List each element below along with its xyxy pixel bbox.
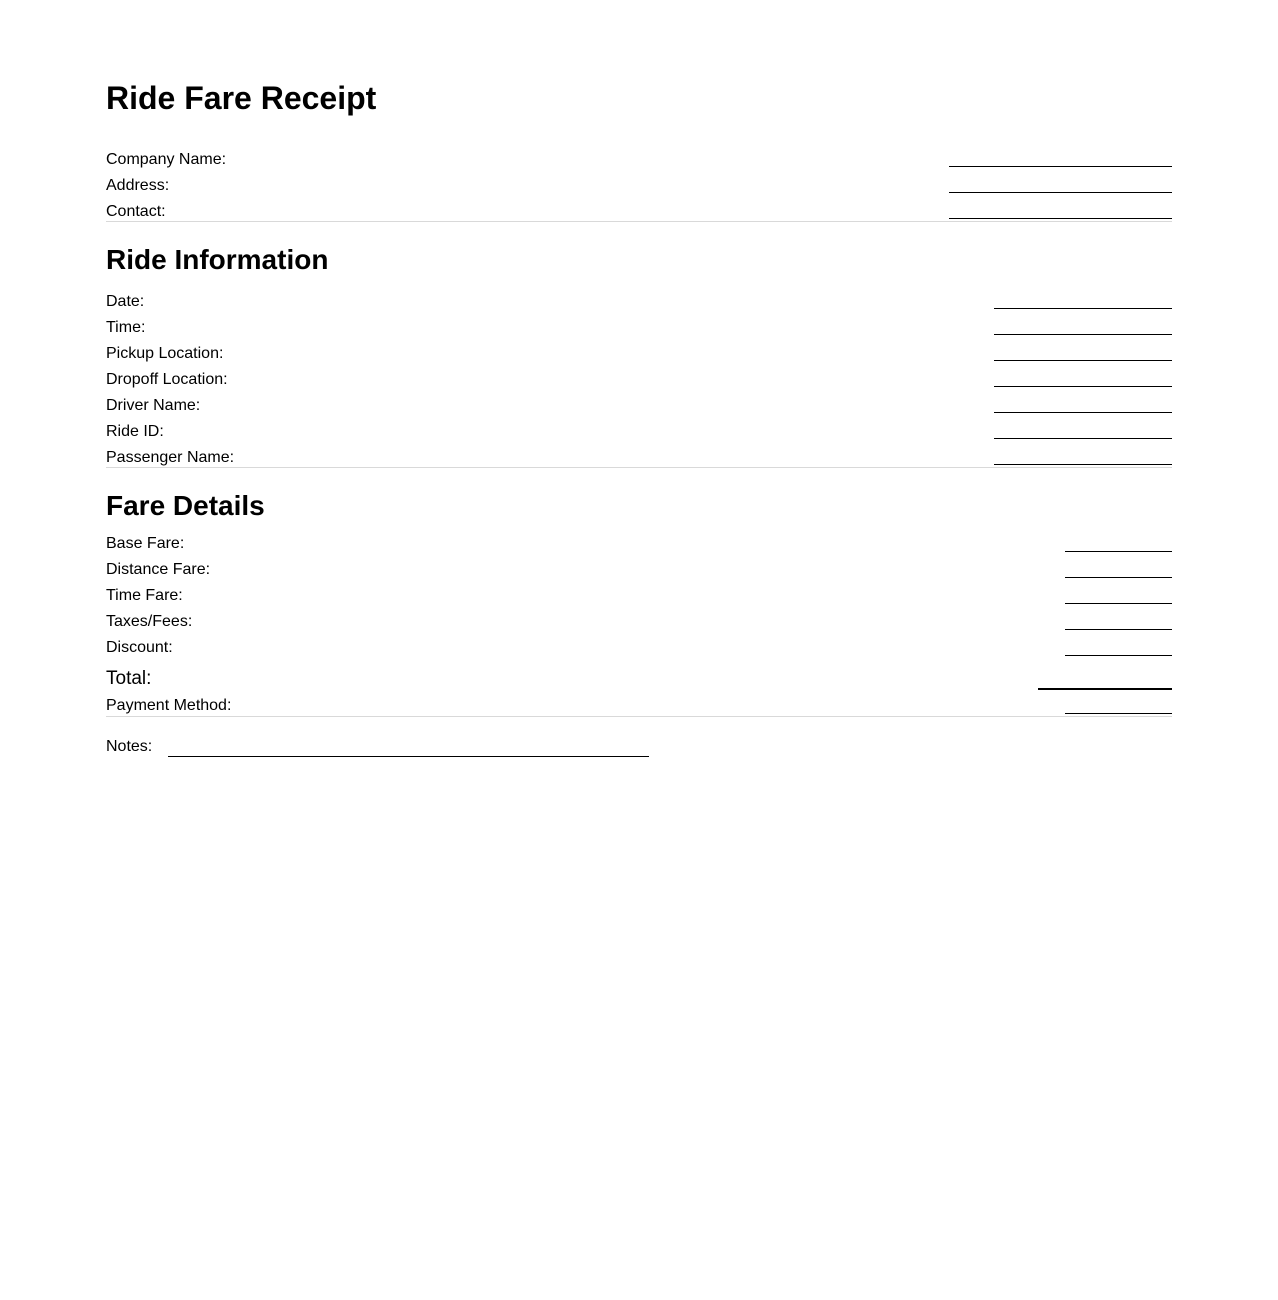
address-label: Address:	[106, 177, 170, 194]
taxes-fees-label: Taxes/Fees:	[106, 613, 193, 631]
distance-fare-blank-line	[1065, 577, 1172, 578]
company-name-row	[106, 143, 1172, 169]
time-row	[106, 311, 1172, 337]
time-fare-row	[106, 580, 1172, 606]
time-fare-blank-line	[1065, 603, 1172, 604]
contact-row	[106, 195, 1172, 221]
pickup-location-label: Pickup Location:	[106, 344, 224, 362]
date-label: Date:	[106, 292, 145, 310]
taxes-fees-row	[106, 606, 1172, 632]
receipt-document	[106, 0, 1172, 1177]
contact-label: Contact:	[106, 203, 166, 220]
ride-information-heading: Ride Information	[106, 244, 329, 276]
base-fare-blank-line	[1065, 551, 1172, 552]
taxes-fees-blank-line	[1065, 629, 1172, 630]
ride-id-blank-line	[994, 438, 1172, 439]
base-fare-label: Base Fare:	[106, 535, 185, 553]
dropoff-location-blank-line	[994, 386, 1172, 387]
fare-details-section	[106, 528, 1172, 716]
time-blank-line	[994, 334, 1172, 335]
section-divider	[106, 221, 1172, 222]
driver-name-label: Driver Name:	[106, 396, 201, 414]
pickup-location-row	[106, 337, 1172, 363]
company-info-section	[106, 143, 1172, 221]
discount-label: Discount:	[106, 639, 173, 657]
address-row	[106, 169, 1172, 195]
total-blank-line	[1038, 688, 1172, 690]
ride-id-label: Ride ID:	[106, 422, 164, 440]
notes-label: Notes:	[106, 738, 153, 756]
passenger-name-row	[106, 441, 1172, 467]
discount-blank-line	[1065, 655, 1172, 656]
ride-id-row	[106, 415, 1172, 441]
company-name-blank-line	[949, 166, 1172, 167]
passenger-name-blank-line	[994, 464, 1172, 465]
discount-row	[106, 632, 1172, 658]
pickup-location-blank-line	[994, 360, 1172, 361]
distance-fare-label: Distance Fare:	[106, 561, 211, 579]
page-title: Ride Fare Receipt	[106, 80, 377, 116]
date-blank-line	[994, 308, 1172, 309]
time-label: Time:	[106, 318, 146, 336]
section-divider	[106, 716, 1172, 717]
payment-method-row	[106, 690, 1172, 716]
notes-row	[106, 731, 1172, 757]
notes-blank-line	[168, 756, 649, 757]
ride-information-section	[106, 285, 1172, 467]
contact-blank-line	[949, 218, 1172, 219]
dropoff-location-label: Dropoff Location:	[106, 370, 228, 388]
driver-name-row	[106, 389, 1172, 415]
payment-method-blank-line	[1065, 713, 1172, 714]
passenger-name-label: Passenger Name:	[106, 448, 235, 466]
date-row	[106, 285, 1172, 311]
time-fare-label: Time Fare:	[106, 587, 183, 605]
distance-fare-row	[106, 554, 1172, 580]
total-row	[106, 660, 1172, 690]
payment-method-label: Payment Method:	[106, 697, 232, 715]
fare-details-heading: Fare Details	[106, 489, 265, 521]
section-divider	[106, 467, 1172, 468]
base-fare-row	[106, 528, 1172, 554]
driver-name-blank-line	[994, 412, 1172, 413]
address-blank-line	[949, 192, 1172, 193]
company-name-label: Company Name:	[106, 151, 227, 168]
dropoff-location-row	[106, 363, 1172, 389]
total-label: Total:	[106, 667, 152, 689]
